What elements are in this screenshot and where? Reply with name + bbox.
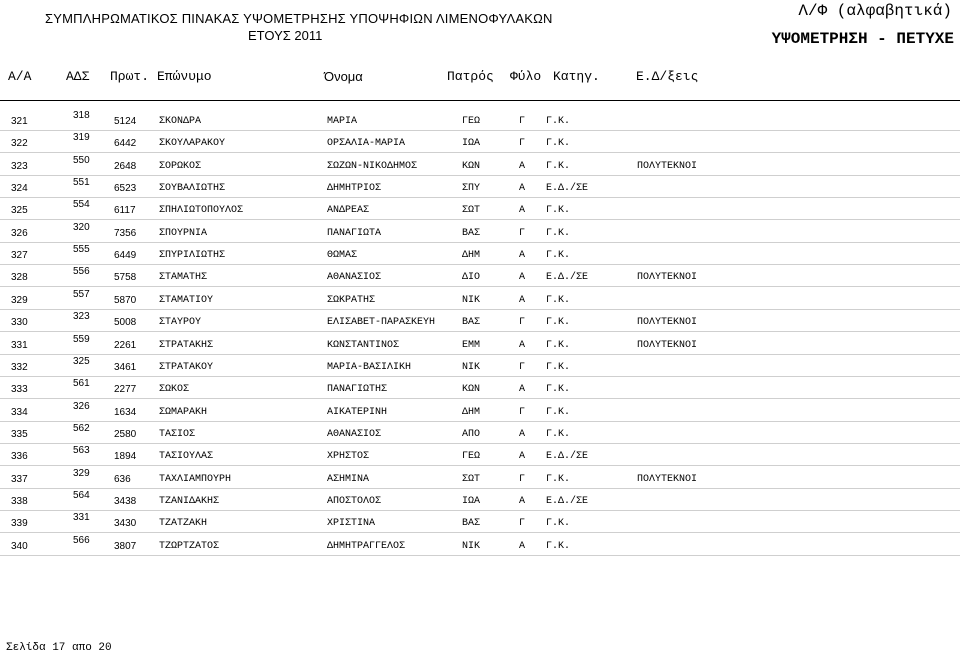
row-name: ΑΣΗΜΙΝΑ <box>327 473 370 485</box>
table-row <box>0 287 960 310</box>
row-protocol: 2580 <box>114 428 137 440</box>
row-surname: ΣΚΟΥΛΑΡΑΚΟΥ <box>159 138 226 150</box>
row-sex: Α <box>519 183 526 195</box>
row-aa: 335 <box>11 428 28 440</box>
row-category: Γ.Κ. <box>546 227 571 239</box>
row-protocol: 5008 <box>114 317 137 329</box>
row-sex: Α <box>519 272 526 284</box>
col-header-name: Όνομα <box>324 69 363 84</box>
row-ads: 562 <box>73 422 90 434</box>
col-header-surname: Επώνυμο <box>157 69 212 84</box>
row-sex: Γ <box>519 361 526 373</box>
row-surname: ΤΖΩΡΤΖΑΤΟΣ <box>159 540 220 552</box>
row-protocol: 3461 <box>114 361 137 373</box>
row-surname: ΣΟΡΩΚΟΣ <box>159 160 202 172</box>
row-father: ΣΩΤ <box>462 205 481 217</box>
row-name: ΠΑΝΑΓΙΩΤΗΣ <box>327 384 388 396</box>
row-protocol: 636 <box>114 473 131 485</box>
row-protocol: 2261 <box>114 339 137 351</box>
table-row <box>0 309 960 332</box>
row-protocol: 5758 <box>114 272 137 284</box>
row-ads: 554 <box>73 199 90 211</box>
row-father: ΝΙΚ <box>462 294 481 306</box>
row-category: Γ.Κ. <box>546 317 571 329</box>
row-father: ΣΩΤ <box>462 473 481 485</box>
row-protocol: 5870 <box>114 294 137 306</box>
row-ads: 323 <box>73 311 90 323</box>
row-father: ΚΩΝ <box>462 384 481 396</box>
row-sex: Γ <box>519 227 526 239</box>
row-category: Γ.Κ. <box>546 406 571 418</box>
row-name: ΟΡΣΑΛΙΑ-ΜΑΡΙΑ <box>327 138 406 150</box>
row-aa: 334 <box>11 406 28 418</box>
row-father: ΕΜΜ <box>462 339 481 351</box>
row-father: ΝΙΚ <box>462 540 481 552</box>
row-father: ΙΩΑ <box>462 138 481 150</box>
row-name: ΜΑΡΙΑ-ΒΑΣΙΛΙΚΗ <box>327 361 412 373</box>
row-protocol: 3438 <box>114 495 137 507</box>
document-title: ΣΥΜΠΛΗΡΩΜΑΤΙΚΟΣ ΠΙΝΑΚΑΣ ΥΨΟΜΕΤΡΗΣΗΣ ΥΠΟΨΗΦΙΩΝ ΛΙΜΕΝΟΦΥΛΑΚΩΝ <box>45 11 553 26</box>
table-row <box>0 130 960 153</box>
row-sex: Α <box>519 428 526 440</box>
row-aa: 323 <box>11 160 28 172</box>
row-name: ΔΗΜΗΤΡΙΟΣ <box>327 183 382 195</box>
row-sex: Α <box>519 451 526 463</box>
row-ads: 561 <box>73 378 90 390</box>
row-protocol: 6442 <box>114 138 137 150</box>
row-father: ΑΠΟ <box>462 428 481 440</box>
row-name: ΕΛΙΣΑΒΕΤ-ΠΑΡΑΣΚΕΥΗ <box>327 317 436 329</box>
row-name: ΣΩΖΩΝ-ΝΙΚΟΔΗΜΟΣ <box>327 160 418 172</box>
row-surname: ΣΚΟΝΔΡΑ <box>159 116 202 127</box>
row-name: ΑΘΑΝΑΣΙΟΣ <box>327 428 382 440</box>
table-row <box>0 354 960 377</box>
row-surname: ΣΤΡΑΤΑΚΟΥ <box>159 361 214 373</box>
row-surname: ΣΩΚΟΣ <box>159 384 190 396</box>
row-category: Γ.Κ. <box>546 339 571 351</box>
row-protocol: 6449 <box>114 250 137 262</box>
table-row <box>0 510 960 533</box>
row-aa: 337 <box>11 473 28 485</box>
row-protocol: 6117 <box>114 205 136 217</box>
row-exception: ΠΟΛΥΤΕΚΝΟΙ <box>637 339 698 351</box>
row-aa: 332 <box>11 361 28 373</box>
row-father: ΝΙΚ <box>462 361 481 373</box>
row-aa: 330 <box>11 317 28 329</box>
row-aa: 328 <box>11 272 28 284</box>
row-father: ΒΑΣ <box>462 518 481 530</box>
row-aa: 325 <box>11 205 28 217</box>
row-sex: Γ <box>519 518 526 530</box>
col-header-prot: Πρωτ. <box>110 69 150 84</box>
row-name: ΣΩΚΡΑΤΗΣ <box>327 294 376 306</box>
row-category: Γ.Κ. <box>546 473 571 485</box>
row-surname: ΣΤΑΥΡΟΥ <box>159 317 202 329</box>
row-surname: ΣΠΥΡΙΛΙΩΤΗΣ <box>159 250 226 262</box>
row-ads: 325 <box>73 355 90 367</box>
row-sex: Γ <box>519 317 526 329</box>
row-ads: 564 <box>73 489 90 501</box>
table-row <box>0 466 960 489</box>
table-row <box>0 220 960 243</box>
row-ads: 556 <box>73 266 90 278</box>
col-header-aa: Α/Α <box>8 69 32 84</box>
row-category: Ε.Δ./ΣΕ <box>546 183 589 195</box>
row-father: ΓΕΩ <box>462 116 481 127</box>
row-aa: 339 <box>11 518 28 530</box>
table-row <box>0 175 960 198</box>
row-category: Γ.Κ. <box>546 160 571 172</box>
row-aa: 321 <box>11 116 28 127</box>
col-header-exceptions: Ε.Δ/ξεις <box>636 69 699 84</box>
row-protocol: 7356 <box>114 227 137 239</box>
table-row <box>0 443 960 466</box>
row-aa: 324 <box>11 183 28 195</box>
row-aa: 326 <box>11 227 28 239</box>
row-name: ΧΡΙΣΤΙΝΑ <box>327 518 376 530</box>
row-surname: ΤΑΧΛΙΑΜΠΟΥΡΗ <box>159 473 232 485</box>
row-sex: Γ <box>519 138 526 150</box>
row-protocol: 6523 <box>114 183 137 195</box>
row-name: ΜΑΡΙΑ <box>327 116 358 127</box>
row-ads: 557 <box>73 288 90 300</box>
row-aa: 322 <box>11 138 28 150</box>
table-row <box>0 421 960 444</box>
row-name: ΧΡΗΣΤΟΣ <box>327 451 370 463</box>
row-aa: 340 <box>11 540 28 552</box>
row-ads: 550 <box>73 154 90 166</box>
row-exception: ΠΟΛΥΤΕΚΝΟΙ <box>637 160 698 172</box>
table-row <box>0 264 960 287</box>
row-category: Γ.Κ. <box>546 384 571 396</box>
row-protocol: 2277 <box>114 384 137 396</box>
row-sex: Γ <box>519 473 526 485</box>
row-ads: 319 <box>73 132 90 144</box>
row-surname: ΤΑΣΙΟΣ <box>159 428 196 440</box>
row-name: ΘΩΜΑΣ <box>327 250 358 262</box>
row-ads: 555 <box>73 244 90 256</box>
table-row <box>0 153 960 176</box>
document-year: ΕΤΟΥΣ 2011 <box>248 28 323 43</box>
row-category: Ε.Δ./ΣΕ <box>546 272 589 284</box>
row-ads: 326 <box>73 400 90 412</box>
sort-order-label: Λ/Φ (αλφαβητικά) <box>798 2 952 20</box>
row-ads: 559 <box>73 333 90 345</box>
row-surname: ΣΤΡΑΤΑΚΗΣ <box>159 339 214 351</box>
row-sex: Α <box>519 160 526 172</box>
row-sex: Α <box>519 339 526 351</box>
table-row <box>0 533 960 556</box>
table-row <box>0 332 960 355</box>
row-aa: 329 <box>11 294 28 306</box>
row-ads: 563 <box>73 445 90 457</box>
col-header-father: Πατρός <box>447 69 494 84</box>
row-name: ΠΑΝΑΓΙΩΤΑ <box>327 227 382 239</box>
col-header-sex: Φύλο <box>510 69 542 84</box>
row-name: ΚΩΝΣΤΑΝΤΙΝΟΣ <box>327 339 400 351</box>
row-category: Γ.Κ. <box>546 250 571 262</box>
row-surname: ΣΤΑΜΑΤΙΟΥ <box>159 294 214 306</box>
col-header-ads: ΑΔΣ <box>66 69 90 84</box>
row-category: Γ.Κ. <box>546 518 571 530</box>
row-father: ΚΩΝ <box>462 160 481 172</box>
row-protocol: 1894 <box>114 451 137 463</box>
row-protocol: 3430 <box>114 518 137 530</box>
row-exception: ΠΟΛΥΤΕΚΝΟΙ <box>637 272 698 284</box>
row-category: Γ.Κ. <box>546 294 571 306</box>
row-sex: Α <box>519 384 526 396</box>
row-father: ΓΕΩ <box>462 451 481 463</box>
row-sex: Γ <box>519 406 526 418</box>
section-label: ΥΨΟΜΕΤΡΗΣΗ - ΠΕΤΥΧΕ <box>771 30 954 48</box>
row-protocol: 5124 <box>114 116 137 127</box>
row-ads: 318 <box>73 110 90 121</box>
table-row <box>0 399 960 422</box>
row-protocol: 3807 <box>114 540 137 552</box>
row-sex: Α <box>519 540 526 552</box>
row-surname: ΣΤΑΜΑΤΗΣ <box>159 272 208 284</box>
row-category: Γ.Κ. <box>546 116 571 127</box>
row-sex: Α <box>519 495 526 507</box>
table-row <box>0 376 960 399</box>
row-exception: ΠΟΛΥΤΕΚΝΟΙ <box>637 473 698 485</box>
row-surname: ΣΩΜΑΡΑΚΗ <box>159 406 208 418</box>
row-category: Γ.Κ. <box>546 540 571 552</box>
row-ads: 566 <box>73 534 90 546</box>
row-father: ΒΑΣ <box>462 317 481 329</box>
row-sex: Α <box>519 294 526 306</box>
table-row <box>0 197 960 220</box>
row-aa: 331 <box>11 339 28 351</box>
row-father: ΔΗΜ <box>462 250 481 262</box>
row-category: Γ.Κ. <box>546 361 571 373</box>
row-ads: 329 <box>73 467 90 479</box>
row-category: Γ.Κ. <box>546 428 571 440</box>
row-category: Γ.Κ. <box>546 138 571 150</box>
row-aa: 338 <box>11 495 28 507</box>
col-header-category: Κατηγ. <box>553 69 600 84</box>
table-row <box>0 108 960 131</box>
row-sex: Α <box>519 205 526 217</box>
row-ads: 320 <box>73 221 90 233</box>
row-surname: ΤΖΑΤΖΑΚΗ <box>159 518 208 530</box>
row-surname: ΣΠΟΥΡΝΙΑ <box>159 227 208 239</box>
row-category: Ε.Δ./ΣΕ <box>546 495 589 507</box>
header-divider <box>0 100 960 101</box>
row-protocol: 2648 <box>114 160 137 172</box>
page-number: Σελίδα 17 απο 20 <box>6 642 112 654</box>
row-sex: Α <box>519 250 526 262</box>
row-father: ΒΑΣ <box>462 227 481 239</box>
row-surname: ΤΑΣΙΟΥΛΑΣ <box>159 451 214 463</box>
row-sex: Γ <box>519 116 526 127</box>
row-name: ΑΝΔΡΕΑΣ <box>327 205 370 217</box>
row-name: ΔΗΜΗΤΡΑΓΓΕΛΟΣ <box>327 540 406 552</box>
table-row <box>0 488 960 511</box>
row-protocol: 1634 <box>114 406 137 418</box>
row-father: ΔΙΟ <box>462 272 481 284</box>
row-aa: 333 <box>11 384 28 396</box>
row-ads: 331 <box>73 512 90 524</box>
row-name: ΑΠΟΣΤΟΛΟΣ <box>327 495 382 507</box>
row-father: ΔΗΜ <box>462 406 481 418</box>
row-category: Ε.Δ./ΣΕ <box>546 451 589 463</box>
row-surname: ΤΖΑΝΙΔΑΚΗΣ <box>159 495 220 507</box>
row-name: ΑΘΑΝΑΣΙΟΣ <box>327 272 382 284</box>
row-aa: 327 <box>11 250 28 262</box>
row-aa: 336 <box>11 451 28 463</box>
row-exception: ΠΟΛΥΤΕΚΝΟΙ <box>637 317 698 329</box>
row-father: ΣΠΥ <box>462 183 481 195</box>
row-surname: ΣΟΥΒΑΛΙΩΤΗΣ <box>159 183 226 195</box>
row-surname: ΣΠΗΛΙΩΤΟΠΟΥΛΟΣ <box>159 205 244 217</box>
row-name: ΑΙΚΑΤΕΡΙΝΗ <box>327 406 388 418</box>
table-row <box>0 242 960 265</box>
row-category: Γ.Κ. <box>546 205 571 217</box>
row-ads: 551 <box>73 177 90 189</box>
row-father: ΙΩΑ <box>462 495 481 507</box>
